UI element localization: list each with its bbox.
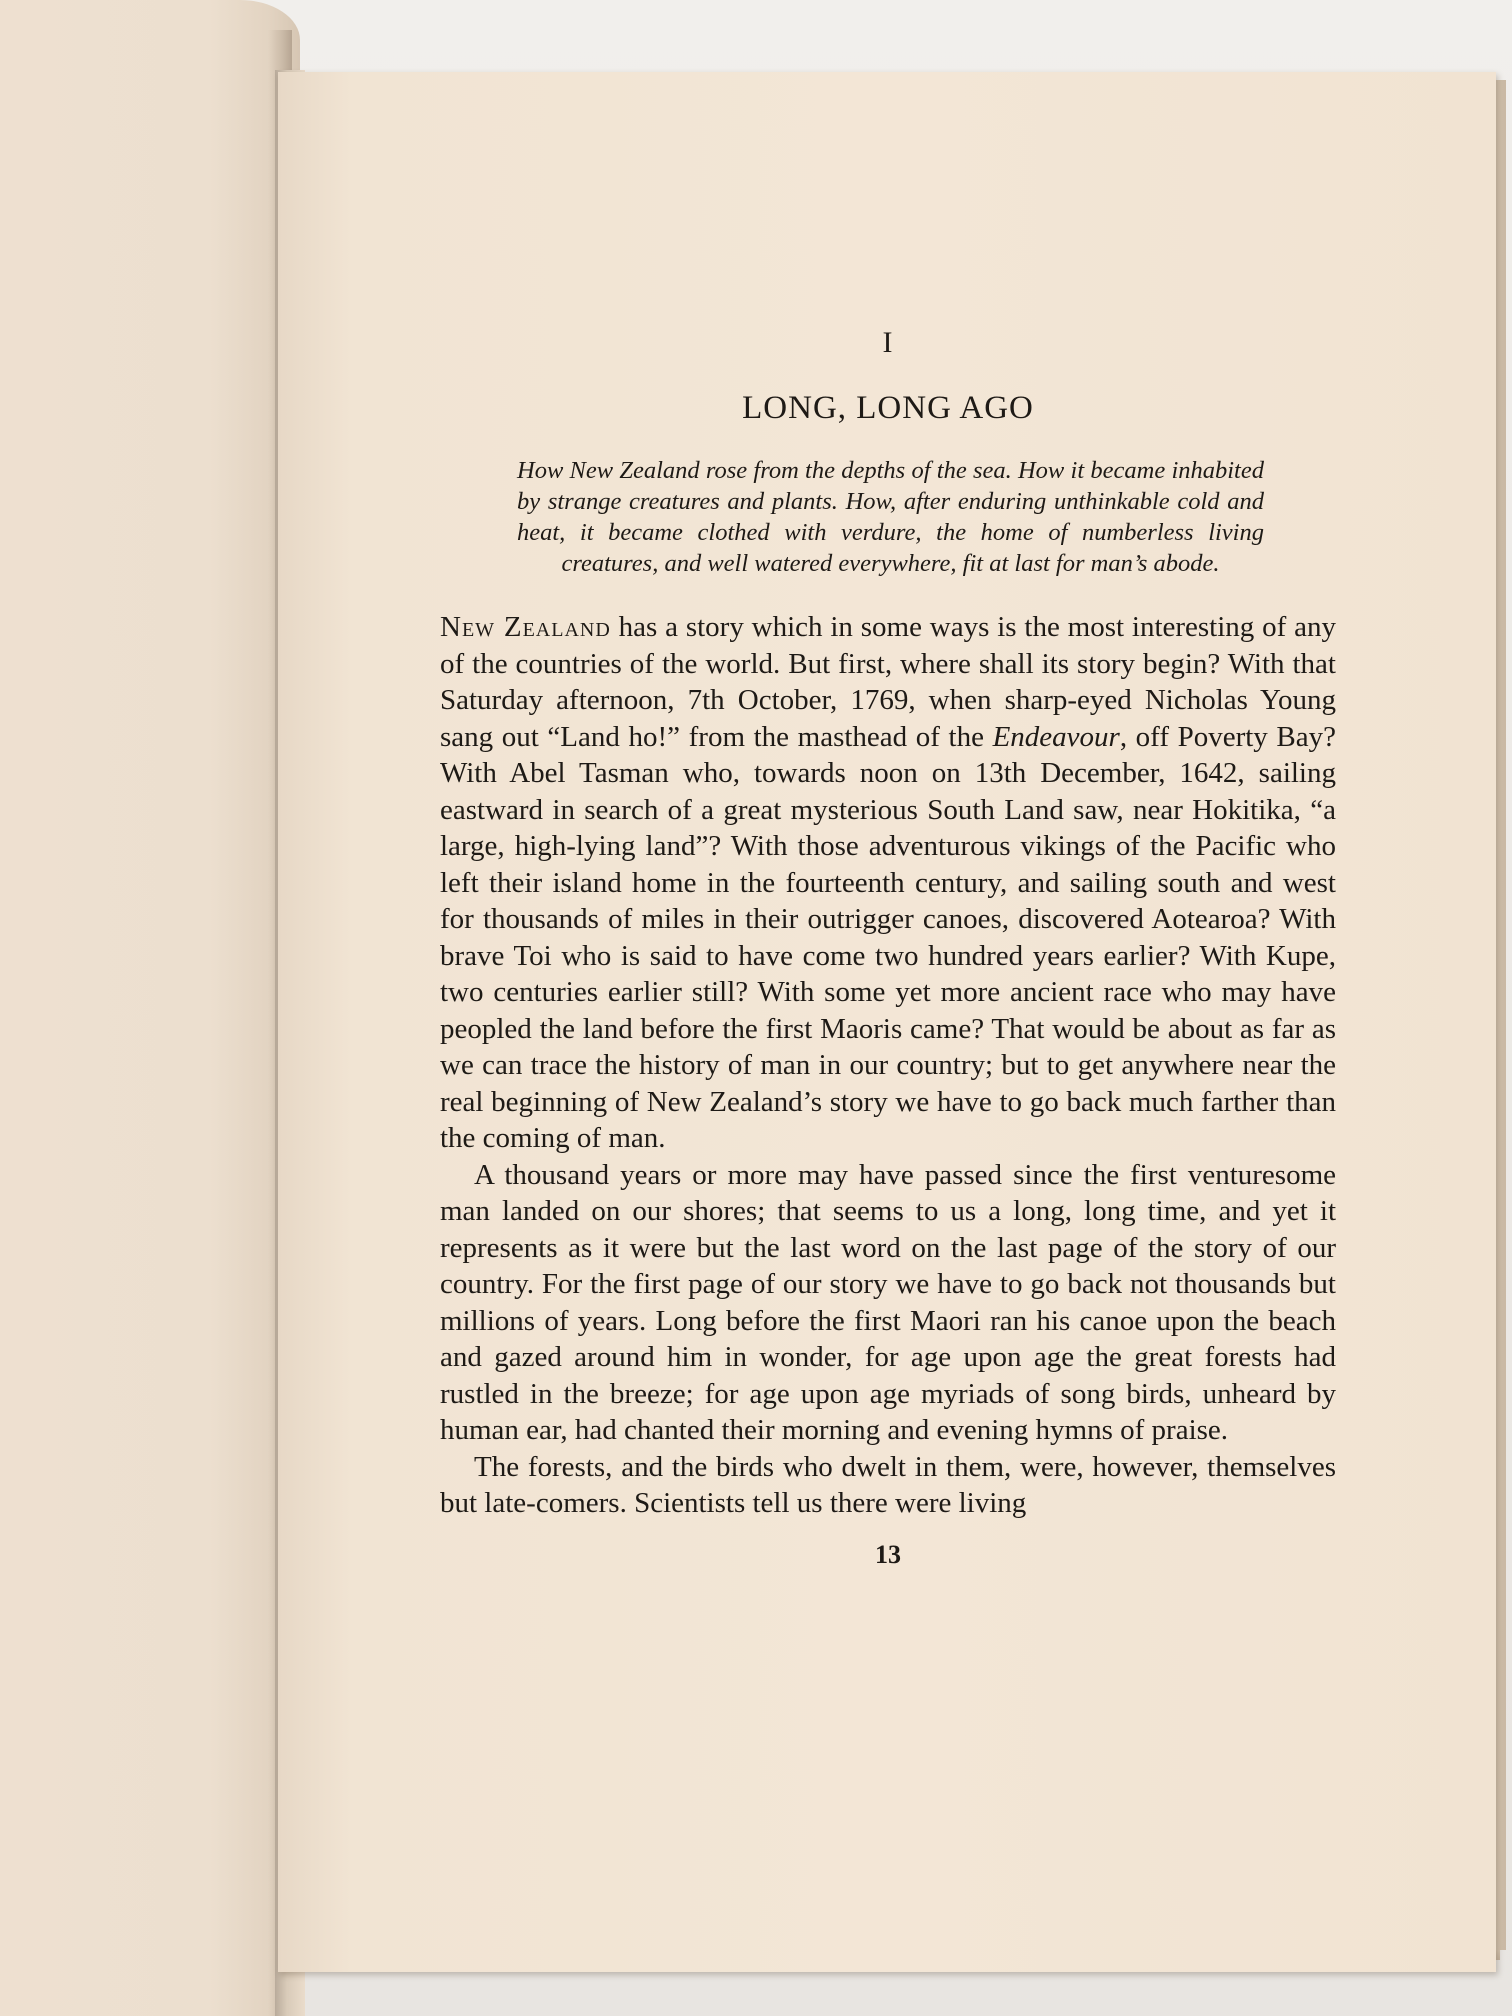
paragraph-1-lead: New Zealand — [440, 611, 611, 643]
paragraph-3: The forests, and the birds who dwelt in them, were, however, themselves but late-comers. Scientists tell us there were living — [440, 1450, 1336, 1519]
chapter-title: LONG, LONG AGO — [742, 390, 1034, 426]
paragraph-2: A thousand years or more may have passed since the first venturesome man landed on our shores; that seems to us a long, long time, and yet it represents as it were but the last word on the last page of the story of our country. For the first page of our story we have to go back not thousands but millions of years. Long before the first Maori ran his canoe upon the beach and gazed around him in wonder, for age upon age the great forests had rustled in the breeze; for age upon age myriads of song birds, unheard by human ear, had chanted their morning and evening hymns of praise. — [440, 1158, 1336, 1446]
paragraph-1-part-2: , off Poverty Bay? With Abel Tasman who, towards noon on 13th December, 1642, sailing eastward in search of a great mysterious South Land saw, near Hokitika, “a large, high-lying land”? With those adventurous vikings of the Pacific who left their island home in the fourteenth century, and sailing south and west for thousands of miles in their outrigger canoes, discovered Aotearoa? With brave Toi who is said to have come two hundred years earlier? With Kupe, two centuries earlier still? With some yet more ancient race who may have peopled the land before the first Maoris came? That would be about as far as we can trace the history of man in our country; but to get anywhere near the real beginning of New Zealand’s story we have to go back much farther than the coming of man. — [440, 720, 1336, 1154]
page-text-block — [440, 310, 1336, 1570]
chapter-summary: How New Zealand rose from the depths of the sea. How it became inhabited by strange creatures and plants. How, after enduring unthinkable cold and heat, it became clothed with verdure, the home of numberless living creatures, and well watered everywhere, fit at last for man’s abode. — [517, 457, 1264, 577]
body-text — [440, 609, 1336, 1522]
paragraph-1 — [440, 609, 1336, 1157]
page-number: 13 — [875, 1539, 901, 1569]
ship-name: Endeavour — [992, 720, 1120, 753]
chapter-number: I — [882, 326, 894, 359]
left-page — [0, 0, 300, 2016]
paragraph-1-part-1: has a story which in some ways is the most interesting of any of the countries of the world. But first, where shall its story begin? With that Saturday afternoon, 7th October, 1769, when sharp-eyed Nicholas Young sang out “Land ho!” from the masthead of the — [440, 611, 1336, 753]
